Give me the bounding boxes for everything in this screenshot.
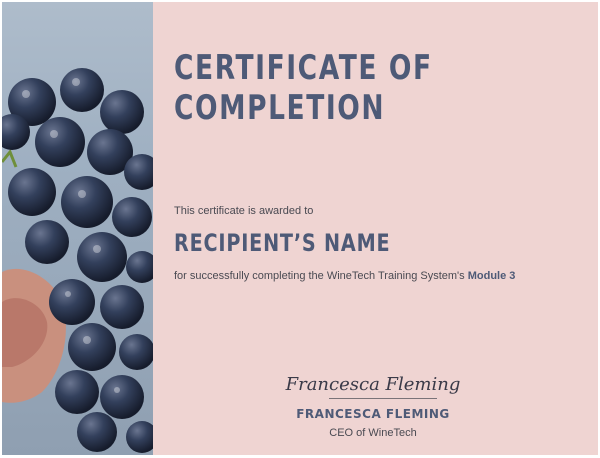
signature: Francesca Fleming	[285, 374, 461, 395]
signature-line	[329, 398, 437, 399]
signer-name: FRANCESCA FLEMING	[296, 407, 450, 421]
completion-text: for successfully completing the WineTech Training System's	[174, 270, 465, 282]
recipient-name: RECIPIENT’S NAME	[174, 229, 391, 257]
grapes-photo-icon	[2, 2, 153, 455]
awarded-text: This certificate is awarded to	[174, 205, 314, 217]
completion-text-line	[174, 270, 515, 282]
certificate-title: CERTIFICATE OF COMPLETION	[174, 48, 433, 128]
certificate	[2, 2, 598, 455]
signer-title: CEO of WineTech	[329, 427, 417, 439]
certificate-content	[153, 2, 598, 455]
module-label: Module 3	[467, 270, 516, 282]
